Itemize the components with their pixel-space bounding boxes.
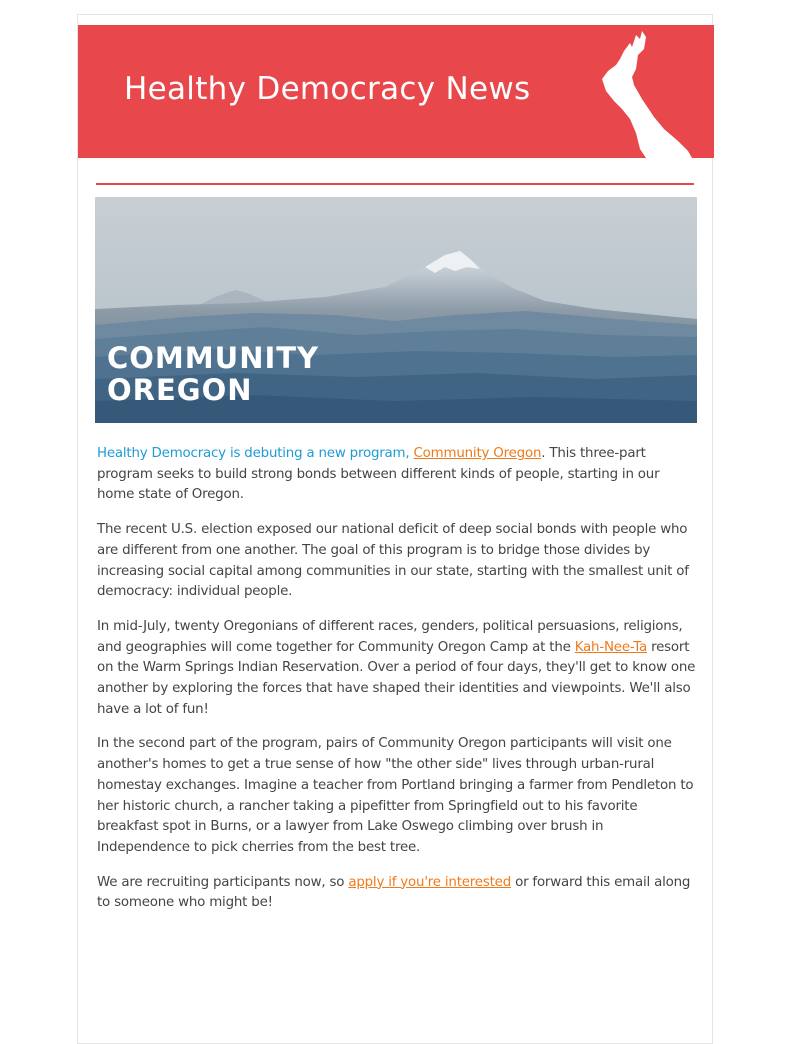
- header-divider: [96, 183, 694, 185]
- recruiting-text-after: or forward this email along to someone who might be!: [97, 874, 691, 911]
- intro-rest-text: . This three-part program seeks to build strong bonds between different kinds of people, starting in our home state of Oregon.: [97, 446, 660, 503]
- article-body: [97, 444, 697, 928]
- hero-title-line2: OREGON: [107, 373, 253, 407]
- kah-nee-ta-link[interactable]: Kah-Nee-Ta: [574, 639, 648, 655]
- recruiting-paragraph: [97, 873, 697, 914]
- community-oregon-link[interactable]: Community Oregon: [413, 446, 542, 461]
- camp-text-before: In mid-July, twenty Oregonians of different races, genders, political persuasions, religions, and geographies will come together for Community Oregon Camp at the: [97, 618, 683, 655]
- newsletter-title: Healthy Democracy News: [124, 71, 531, 107]
- intro-paragraph: [97, 444, 697, 506]
- hero-image: [95, 197, 697, 423]
- header-banner: [78, 25, 714, 158]
- recruiting-text-before: We are recruiting participants now, so: [97, 874, 349, 890]
- intro-lead-text: Healthy Democracy is debuting a new program,: [97, 446, 414, 461]
- hero-title-line1: COMMUNITY: [107, 341, 320, 375]
- homestay-paragraph: In the second part of the program, pairs of Community Oregon participants will visit one another's homes to get a true sense of how "the other side" lives through urban-rural homestay exchanges. Imagine a teacher from Portland bringing a farmer from Pendleton to her historic church, a rancher taking a pipefitter from Springfield out to his favorite breakfast spot in Burns, or a lawyer from Lake Oswego climbing over brush in Independence to pick cherries from the best tree.: [97, 736, 694, 855]
- apply-link[interactable]: apply if you're interested: [348, 874, 512, 890]
- camp-paragraph: [97, 617, 697, 721]
- hero-title: [107, 342, 319, 406]
- election-paragraph: The recent U.S. election exposed our national deficit of deep social bonds with people who are different from one another. The goal of this program is to bridge those divides by increasing social capital among communities in our state, starting with the smallest unit of democracy: individual people.: [97, 522, 689, 600]
- camp-text-after: resort on the Warm Springs Indian Reservation. Over a period of four days, they'll get to know one another by exploring the forces that have shaped their identities and viewpoints. We'll also have a lot of fun!: [97, 639, 696, 717]
- oregon-silhouette-icon: [584, 25, 714, 158]
